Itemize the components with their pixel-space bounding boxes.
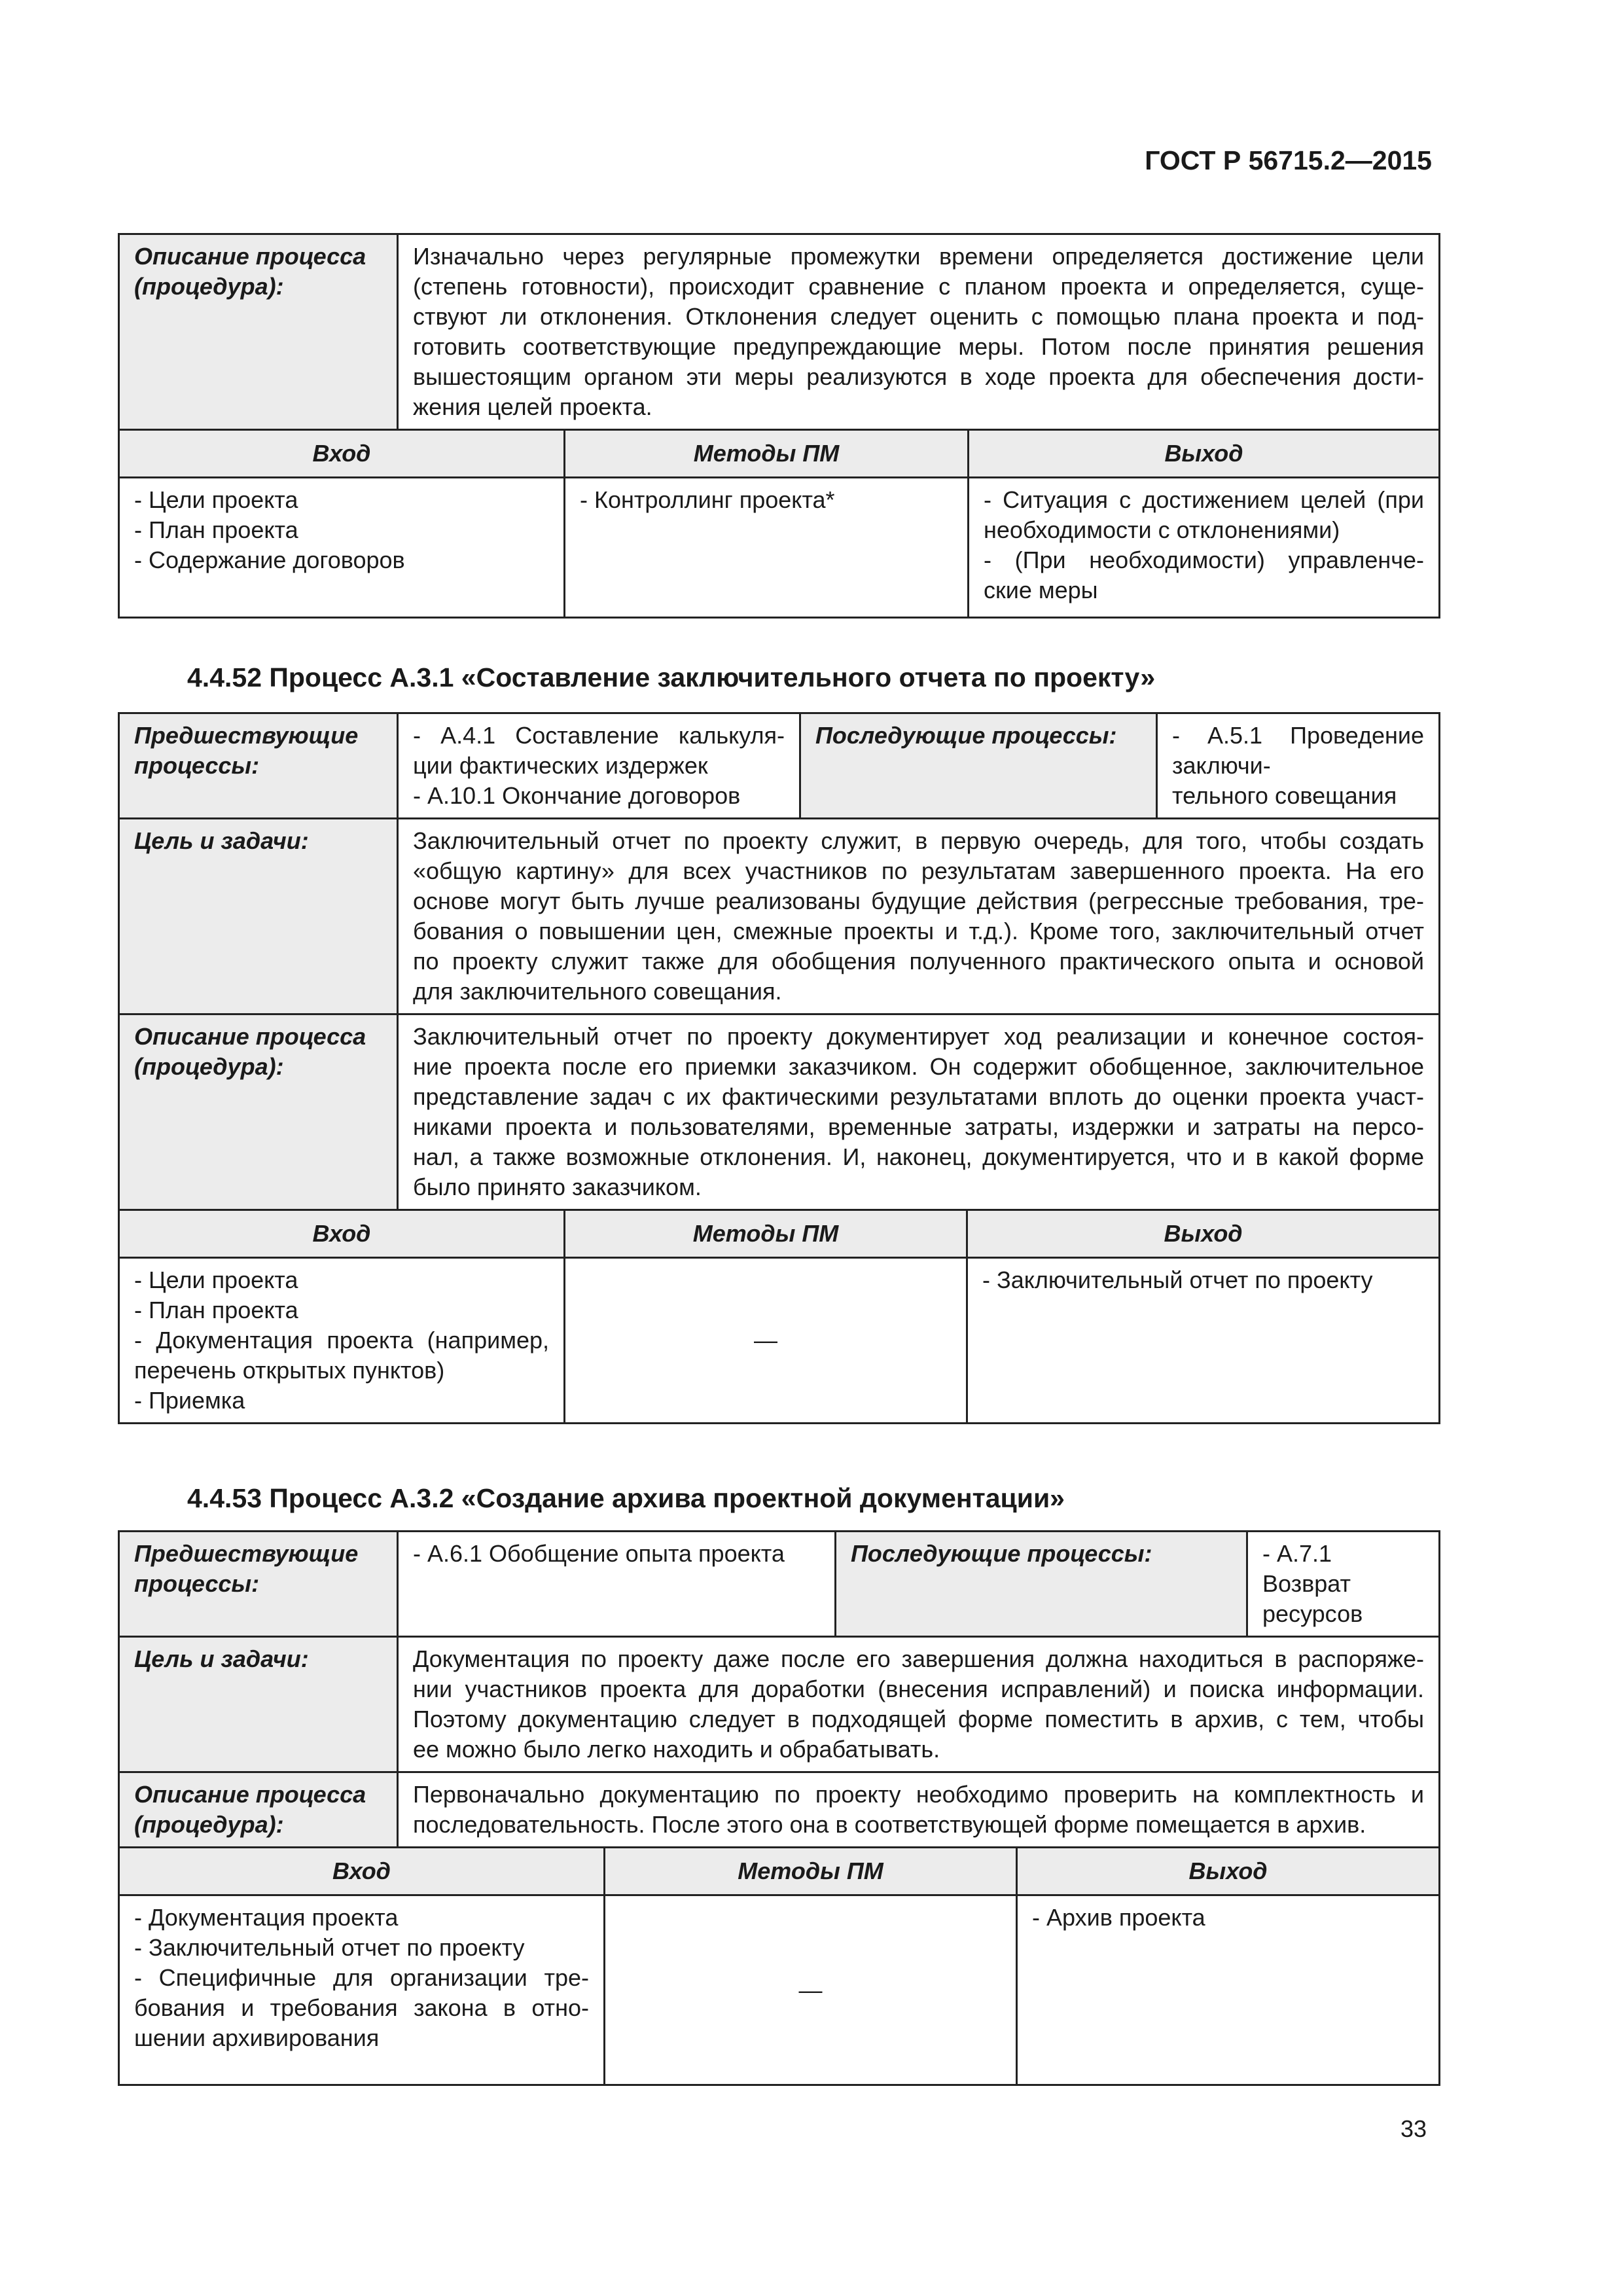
output-header: Выход [969,430,1440,478]
page-number: 33 [1400,2115,1427,2142]
methods-cell: - Контроллинг проекта* [565,478,969,618]
inputs-cell: - Документация проекта - Заключительный отчет по проекту - Специфичные для организации тре- бования и требования закона в отно- шении архивирования [119,1895,605,2085]
goal-row [119,819,1440,1014]
outputs-cell: - Заключительный отчет по проекту [967,1258,1440,1424]
description-label: Описание процесса (процедура): [119,1772,398,1848]
output-header: Выход [967,1210,1440,1258]
description-label: Описание процесса (процедура): [119,234,398,430]
description-label: Описание процесса (процедура): [119,1014,398,1210]
description-text: Первоначально документацию по проекту необходимо проверить на комплектность и последовательность. После этого она в соответствующей форме помещается в архив. [398,1772,1440,1848]
description-text: Изначально через регулярные промежутки времени определяется достижение цели (степень готовности), происходит сравнение с планом проекта и определяется, суще- ствуют ли отклонения. Отклонения следует оценить с помощью плана проекта и под- готовить соответствующие предупреждающие меры. Потом после принятия решения вышестоящим органом эти меры реализуются в ходе проекта для обеспечения дости- жения целей проекта. [398,234,1440,430]
goal-text: Документация по проекту даже после его завершения должна находиться в распоряже- нии участников проекта для доработки (внесения исправлений) и поиска информации. Поэтому документацию следует в подходящей форме поместить в архив, с тем, чтобы ее можно было легко находить и обрабатывать. [398,1637,1440,1772]
methods-header: Методы ПМ [565,1210,967,1258]
io-header-row [119,1848,1440,1895]
methods-cell: — [565,1258,967,1424]
inputs-cell: - Цели проекта - План проекта - Документация проекта (например, перечень открытых пунктов) - Приемка [119,1258,565,1424]
input-header: Вход [119,430,565,478]
successors-label: Последующие процессы: [800,713,1157,819]
goal-label: Цель и задачи: [119,1637,398,1772]
outputs-cell: - Ситуация с достижением целей (при необходимости с отклонениями) - (При необходимости) управленче- ские меры [969,478,1440,618]
methods-header: Методы ПМ [605,1848,1017,1895]
inputs-cell: - Цели проекта - План проекта - Содержание договоров [119,478,565,618]
goal-text: Заключительный отчет по проекту служит, в первую очередь, для того, чтобы создать «общую картину» для всех участников по результатам завершенного проекта. На его основе могут быть лучше реализованы будущие действия (регрессные требования, тре- бования о повышении цен, смежные проекты и т.д.). Кроме того, заключительный отчет по проекту служит также для обобщения полученного практического опыта и основой для заключительного совещания. [398,819,1440,1014]
output-header: Выход [1017,1848,1440,1895]
predecessors-label: Предшествующие процессы: [119,713,398,819]
input-header: Вход [119,1848,605,1895]
description-row [119,1014,1440,1210]
io-header-row [119,1210,1440,1258]
standard-number: ГОСТ Р 56715.2—2015 [1145,145,1432,175]
goal-row [119,1637,1440,1772]
process-table-4-4-52 [118,712,1440,1424]
section-title-4-4-52: 4.4.52 Процесс А.3.1 «Составление заключительного отчета по проекту» [187,662,1156,692]
description-row [119,234,1440,430]
description-row [119,1772,1440,1848]
goal-label: Цель и задачи: [119,819,398,1014]
predecessors-label: Предшествующие процессы: [119,1532,398,1637]
process-table-4-4-53 [118,1530,1440,2086]
process-table-continuation [118,233,1440,619]
section-title-4-4-53: 4.4.53 Процесс А.3.2 «Создание архива проектной документации» [187,1483,1065,1513]
processes-row [119,1532,1440,1637]
predecessors-value: - А.6.1 Обобщение опыта проекта [398,1532,836,1637]
methods-header: Методы ПМ [565,430,969,478]
outputs-cell: - Архив проекта [1017,1895,1440,2085]
io-row [119,478,1440,618]
processes-row [119,713,1440,819]
successors-label: Последующие процессы: [836,1532,1247,1637]
successors-value: - А.5.1 Проведение заключи- тельного совещания [1157,713,1440,819]
io-row [119,1258,1440,1424]
io-row [119,1895,1440,2085]
io-header-row [119,430,1440,478]
predecessors-value: - А.4.1 Составление калькуля- ции фактических издержек - А.10.1 Окончание договоров [398,713,800,819]
successors-value: - А.7.1 Возврат ресурсов [1247,1532,1440,1637]
methods-cell: — [605,1895,1017,2085]
description-text: Заключительный отчет по проекту документирует ход реализации и конечное состоя- ние проекта после его приемки заказчиком. Он содержит обобщенное, заключительное представление задач с их фактическими результатами вплоть до оценки проекта участ- никами проекта и пользователями, временные затраты, издержки и затраты на персо- нал, а также возможные отклонения. И, наконец, документируется, что и в какой форме было принято заказчиком. [398,1014,1440,1210]
input-header: Вход [119,1210,565,1258]
